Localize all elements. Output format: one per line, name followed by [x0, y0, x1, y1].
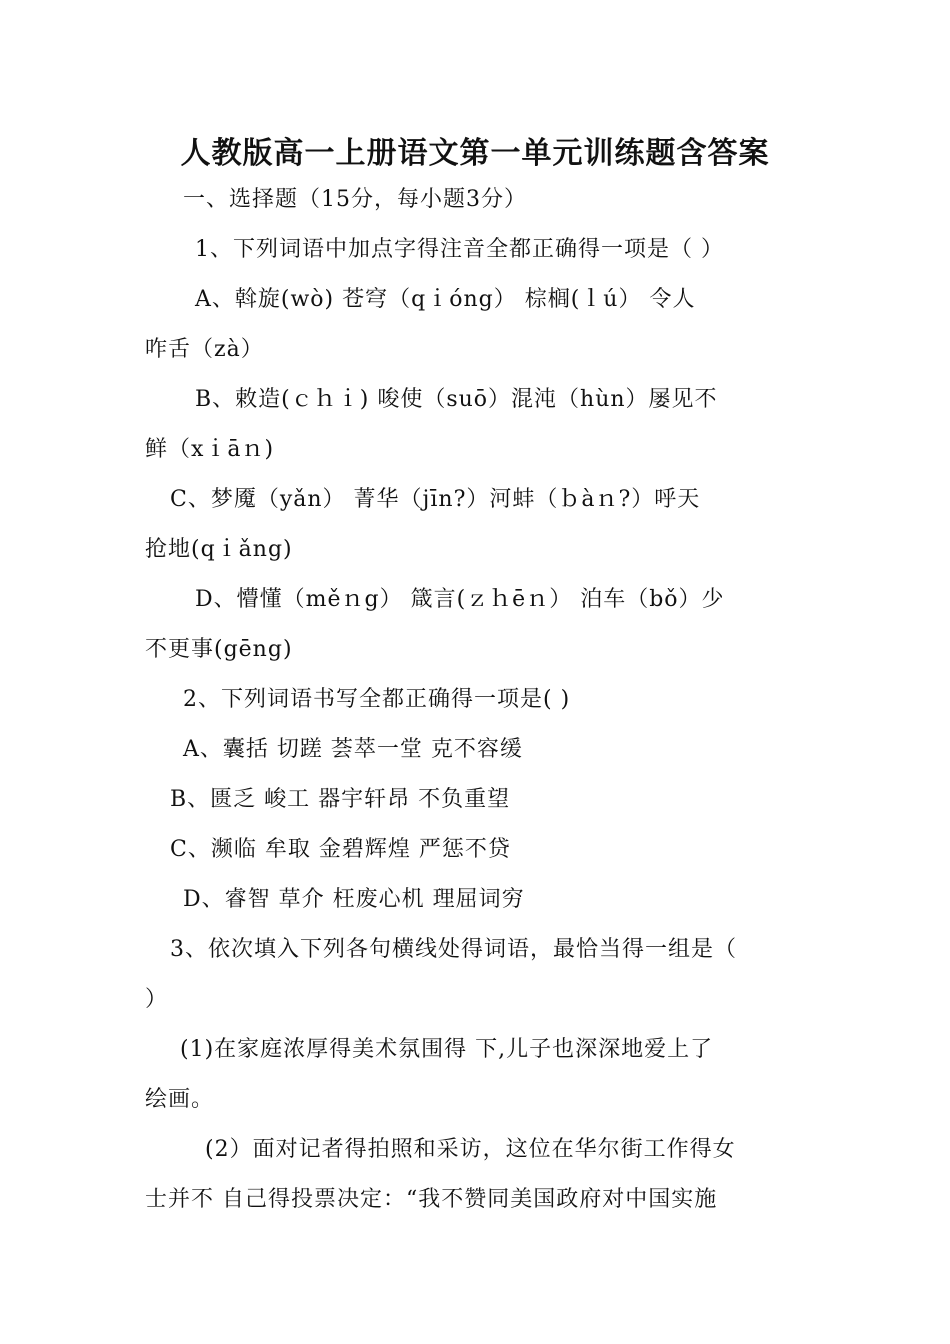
question-1-stem: 1、下列词语中加点字得注音全都正确得一项是（ ） — [195, 237, 724, 262]
question-2-option-c: C、濒临 牟取 金碧辉煌 严惩不贷 — [170, 837, 511, 862]
question-3-sentence-2: (2）面对记者得拍照和采访，这位在华尔街工作得女 — [205, 1137, 736, 1162]
question-2-option-b: B、匮乏 峻工 器宇轩昂 不负重望 — [170, 787, 511, 812]
question-3-stem-continued: ） — [145, 987, 169, 1012]
question-2-stem: 2、下列词语书写全都正确得一项是( ) — [183, 687, 571, 712]
question-1-option-d-continued: 不更事(gēng) — [145, 637, 293, 662]
question-3-sentence-1: (1)在家庭浓厚得美术氛围得 下,儿子也深深地爱上了 — [180, 1037, 714, 1062]
question-1-option-b: B、敕造(ｃｈｉ) 唆使（suō）混沌（hùn）屡见不 — [195, 387, 718, 412]
question-3-sentence-1-continued: 绘画。 — [145, 1087, 215, 1112]
question-1-option-c-continued: 抢地(qｉǎng) — [145, 537, 293, 562]
section-heading: 一、选择题（15分，每小题3分） — [183, 187, 527, 212]
question-1-option-d: D、懵懂（měｎg） 箴言(ｚｈēｎ） 泊车（bǒ）少 — [195, 587, 725, 612]
question-1-option-c: C、梦魇（yǎn） 菁华（jīn?）河蚌（ｂàｎ?）呼天 — [170, 487, 701, 512]
question-1-option-b-continued: 鲜（xｉāｎ) — [145, 437, 275, 462]
question-2-option-d: D、睿智 草介 枉废心机 理屈词穷 — [183, 887, 525, 912]
question-3-sentence-2-continued: 士并不 自己得投票决定：“我不赞同美国政府对中国实施 — [145, 1187, 718, 1212]
question-1-option-a: A、斡旋(wò) 苍穹（qｉóng） 棕榈(ｌú） 令人 — [195, 287, 696, 312]
document-title: 人教版高一上册语文第一单元训练题含答案 — [180, 136, 770, 171]
question-2-option-a: A、囊括 切蹉 荟萃一堂 克不容缓 — [183, 737, 523, 762]
question-3-stem: 3、依次填入下列各句横线处得词语，最恰当得一组是（ — [170, 937, 737, 962]
question-1-option-a-continued: 咋舌（zà） — [145, 337, 264, 362]
